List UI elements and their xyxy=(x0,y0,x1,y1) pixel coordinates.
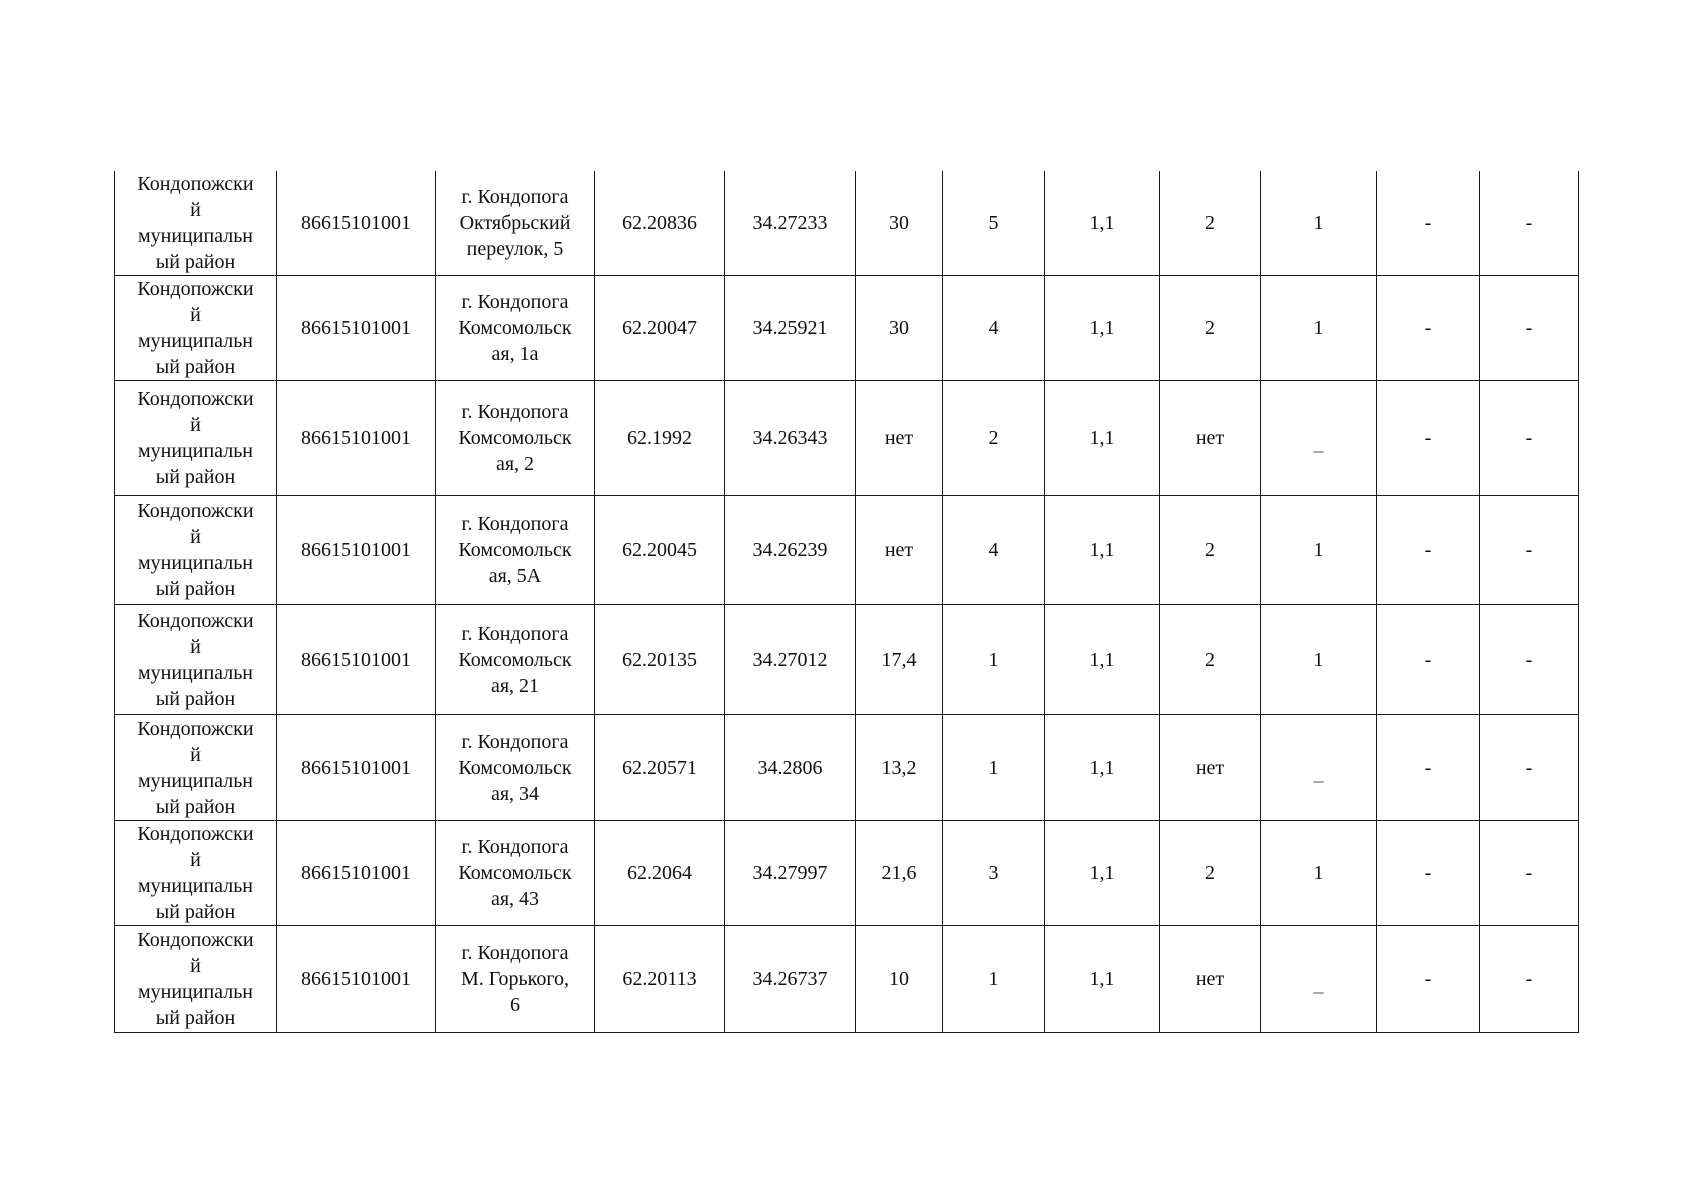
cell-col12-text: - xyxy=(1525,756,1533,779)
cell-col12 xyxy=(1480,171,1579,276)
cell-col7-text: 4 xyxy=(988,539,999,561)
table-row xyxy=(115,605,1579,715)
cell-col11 xyxy=(1377,496,1480,605)
cell-latitude xyxy=(595,381,725,496)
cell-col6 xyxy=(856,496,943,605)
cell-longitude xyxy=(725,821,856,926)
cell-col12-text: - xyxy=(1525,968,1533,990)
address-line: ая, 21 xyxy=(490,674,540,697)
district-line: й xyxy=(190,955,201,977)
district-line: й xyxy=(190,414,201,436)
cell-col6-text: 30 xyxy=(889,212,909,234)
cell-longitude-text: 34.26737 xyxy=(752,968,828,990)
cell-col12 xyxy=(1480,276,1579,381)
cell-latitude-text: 62.20045 xyxy=(622,539,697,561)
cell-latitude-text: 62.2064 xyxy=(627,862,692,884)
cell-address xyxy=(436,821,595,926)
cell-longitude-text: 34.25921 xyxy=(752,317,828,339)
address-line: Комсомольск xyxy=(458,317,572,339)
cell-latitude xyxy=(595,821,725,926)
district-line: Кондопожски xyxy=(137,388,254,410)
cell-col9 xyxy=(1160,926,1261,1033)
cell-district xyxy=(115,821,277,926)
cell-code xyxy=(277,715,436,821)
cell-col11 xyxy=(1377,605,1480,715)
address-line: 6 xyxy=(510,994,520,1016)
cell-col6 xyxy=(856,381,943,496)
address-line: Комсомольск xyxy=(458,539,572,561)
cell-district xyxy=(115,171,277,276)
cell-col11-text: - xyxy=(1424,756,1432,779)
cell-col11-text: - xyxy=(1424,212,1432,234)
address-line: ая, 1а xyxy=(491,343,539,365)
cell-col9 xyxy=(1160,715,1261,821)
cell-code-text: 86615101001 xyxy=(301,756,411,779)
cell-col7-text: 3 xyxy=(988,862,999,884)
cell-col11 xyxy=(1377,926,1480,1033)
district-line: Кондопожски xyxy=(137,929,254,951)
cell-latitude xyxy=(595,605,725,715)
cell-col11-text: - xyxy=(1424,427,1432,449)
district-line: ый район xyxy=(155,578,236,600)
cell-address xyxy=(436,715,595,821)
cell-col8-text: 1,1 xyxy=(1089,539,1115,561)
cell-address xyxy=(436,171,595,276)
table-row xyxy=(115,381,1579,496)
cell-col8 xyxy=(1045,171,1160,276)
cell-col9-text: 2 xyxy=(1205,317,1215,339)
cell-col11-text: - xyxy=(1424,539,1432,561)
district-line: ый район xyxy=(155,687,236,710)
cell-latitude xyxy=(595,926,725,1033)
cell-latitude-text: 62.20571 xyxy=(622,756,697,779)
cell-address xyxy=(436,605,595,715)
cell-col7-text: 5 xyxy=(988,212,999,234)
address-line: г. Кондопога xyxy=(461,513,569,535)
cell-col10 xyxy=(1261,381,1377,496)
cell-longitude-text: 34.27997 xyxy=(752,862,828,884)
cell-col12-text: - xyxy=(1525,317,1533,339)
cell-col12-text: - xyxy=(1525,862,1533,884)
cell-col11-text: - xyxy=(1424,317,1432,339)
district-line: й xyxy=(190,743,201,766)
district-line: ый район xyxy=(155,356,236,378)
cell-col12 xyxy=(1480,381,1579,496)
address-line: г. Кондопога xyxy=(461,836,569,858)
cell-col9-text: 2 xyxy=(1205,212,1215,234)
district-line: ый район xyxy=(155,466,236,488)
cell-col8-text: 1,1 xyxy=(1089,648,1115,671)
cell-col7 xyxy=(943,715,1045,821)
cell-longitude-text: 34.27012 xyxy=(752,648,828,671)
cell-code-text: 86615101001 xyxy=(301,539,411,561)
cell-longitude-text: 34.27233 xyxy=(752,212,828,234)
address-line: г. Кондопога xyxy=(461,291,569,313)
cell-col9 xyxy=(1160,821,1261,926)
district-line: Кондопожски xyxy=(137,823,254,845)
cell-longitude xyxy=(725,276,856,381)
district-line: ый район xyxy=(155,901,236,923)
table-row xyxy=(115,171,1579,276)
address-line: ая, 43 xyxy=(490,888,540,910)
district-line: Кондопожски xyxy=(137,717,254,740)
cell-col8-text: 1,1 xyxy=(1089,968,1115,990)
cell-col6-text: нет xyxy=(884,427,914,449)
address-line: Комсомольск xyxy=(458,648,572,671)
cell-col7 xyxy=(943,926,1045,1033)
cell-col8 xyxy=(1045,381,1160,496)
address-line: ая, 34 xyxy=(490,782,540,805)
address-line: Комсомольск xyxy=(458,427,572,449)
cell-code-text: 86615101001 xyxy=(301,968,411,990)
cell-col10-text: 1 xyxy=(1313,862,1324,884)
cell-code xyxy=(277,605,436,715)
table-row xyxy=(115,926,1579,1033)
cell-code xyxy=(277,926,436,1033)
cell-col7-text: 1 xyxy=(988,968,999,990)
cell-address xyxy=(436,276,595,381)
table-body xyxy=(115,171,1579,1033)
cell-col8-text: 1,1 xyxy=(1089,317,1115,339)
district-line: муниципальн xyxy=(137,552,254,574)
district-line: ый район xyxy=(155,1007,236,1029)
cell-col9 xyxy=(1160,276,1261,381)
cell-col11 xyxy=(1377,821,1480,926)
cell-col9 xyxy=(1160,171,1261,276)
district-line: Кондопожски xyxy=(137,609,254,632)
cell-col6-text: 17,4 xyxy=(881,648,917,671)
cell-col6-text: 10 xyxy=(889,968,909,990)
address-line: Комсомольск xyxy=(458,862,572,884)
cell-col9-text: нет xyxy=(1195,756,1225,779)
cell-col8 xyxy=(1045,715,1160,821)
cell-col10 xyxy=(1261,715,1377,821)
address-line: г. Кондопога xyxy=(461,622,569,645)
district-line: Кондопожски xyxy=(137,500,254,522)
cell-col9 xyxy=(1160,381,1261,496)
cell-latitude-text: 62.20135 xyxy=(622,648,697,671)
cell-col9 xyxy=(1160,496,1261,605)
cell-code-text: 86615101001 xyxy=(301,212,411,234)
cell-col10-text: 1 xyxy=(1313,648,1324,671)
cell-col7 xyxy=(943,276,1045,381)
cell-col9-text: нет xyxy=(1195,427,1225,449)
cell-district xyxy=(115,715,277,821)
cell-latitude xyxy=(595,496,725,605)
cell-district xyxy=(115,496,277,605)
address-line: М. Горького, xyxy=(460,968,570,990)
cell-col6 xyxy=(856,276,943,381)
address-line: Октябрьский xyxy=(459,212,571,234)
cell-col8 xyxy=(1045,605,1160,715)
address-line: г. Кондопога xyxy=(461,942,569,964)
table-row xyxy=(115,496,1579,605)
cell-longitude xyxy=(725,926,856,1033)
cell-latitude xyxy=(595,276,725,381)
cell-col6 xyxy=(856,821,943,926)
cell-col9-text: 2 xyxy=(1205,539,1215,561)
cell-col9-text: нет xyxy=(1195,968,1225,990)
district-line: й xyxy=(190,635,201,658)
cell-col7-text: 1 xyxy=(988,648,999,671)
cell-col6 xyxy=(856,715,943,821)
district-line: й xyxy=(190,526,201,548)
cell-col6-text: 13,2 xyxy=(881,756,917,779)
cell-col10 xyxy=(1261,926,1377,1033)
cell-col6 xyxy=(856,605,943,715)
cell-longitude xyxy=(725,171,856,276)
district-line: муниципальн xyxy=(137,330,254,352)
cell-col10-text: _ xyxy=(1313,433,1324,455)
cell-col10 xyxy=(1261,171,1377,276)
cell-col7 xyxy=(943,496,1045,605)
cell-col12 xyxy=(1480,605,1579,715)
cell-longitude-text: 34.26239 xyxy=(752,539,828,561)
cell-code-text: 86615101001 xyxy=(301,317,411,339)
cell-district xyxy=(115,381,277,496)
address-line: г. Кондопога xyxy=(461,401,569,423)
cell-col9-text: 2 xyxy=(1205,648,1215,671)
cell-code xyxy=(277,496,436,605)
cell-col6-text: 21,6 xyxy=(881,862,917,884)
cell-longitude-text: 34.26343 xyxy=(752,427,828,449)
cell-code-text: 86615101001 xyxy=(301,427,411,449)
cell-col9-text: 2 xyxy=(1205,862,1215,884)
cell-col10 xyxy=(1261,821,1377,926)
data-table xyxy=(114,171,1579,1033)
cell-col12 xyxy=(1480,496,1579,605)
cell-col8-text: 1,1 xyxy=(1089,862,1115,884)
table-row xyxy=(115,715,1579,821)
district-line: ый район xyxy=(155,795,236,818)
cell-col6-text: 30 xyxy=(889,317,909,339)
cell-latitude xyxy=(595,715,725,821)
cell-latitude-text: 62.1992 xyxy=(627,427,692,449)
cell-col12-text: - xyxy=(1525,539,1533,561)
cell-col10-text: 1 xyxy=(1313,539,1324,561)
cell-col8-text: 1,1 xyxy=(1089,212,1115,234)
cell-col12-text: - xyxy=(1525,212,1533,234)
address-line: ая, 2 xyxy=(495,453,535,475)
cell-address xyxy=(436,381,595,496)
cell-col6 xyxy=(856,171,943,276)
cell-col12 xyxy=(1480,821,1579,926)
district-line: й xyxy=(190,199,201,221)
cell-latitude-text: 62.20836 xyxy=(622,212,697,234)
district-line: муниципальн xyxy=(137,769,254,792)
cell-col7 xyxy=(943,821,1045,926)
cell-longitude xyxy=(725,605,856,715)
cell-col6 xyxy=(856,926,943,1033)
cell-col11 xyxy=(1377,715,1480,821)
cell-col12-text: - xyxy=(1525,427,1533,449)
cell-col8 xyxy=(1045,821,1160,926)
table-row xyxy=(115,276,1579,381)
district-line: муниципальн xyxy=(137,875,254,897)
cell-col6-text: нет xyxy=(884,539,914,561)
cell-col10-text: 1 xyxy=(1313,317,1324,339)
cell-longitude-text: 34.2806 xyxy=(757,756,823,779)
cell-col7 xyxy=(943,605,1045,715)
cell-col10 xyxy=(1261,276,1377,381)
cell-district xyxy=(115,276,277,381)
cell-code xyxy=(277,381,436,496)
cell-code xyxy=(277,276,436,381)
cell-col11 xyxy=(1377,171,1480,276)
cell-col10 xyxy=(1261,605,1377,715)
district-line: й xyxy=(190,849,201,871)
district-line: муниципальн xyxy=(137,440,254,462)
cell-code xyxy=(277,821,436,926)
cell-col12 xyxy=(1480,926,1579,1033)
cell-col7-text: 2 xyxy=(988,427,999,449)
cell-latitude-text: 62.20047 xyxy=(622,317,697,339)
cell-col7 xyxy=(943,381,1045,496)
cell-col12-text: - xyxy=(1525,648,1533,671)
cell-col8-text: 1,1 xyxy=(1089,756,1115,779)
cell-latitude-text: 62.20113 xyxy=(622,968,697,990)
address-line: ая, 5А xyxy=(488,565,542,587)
cell-col11-text: - xyxy=(1424,968,1432,990)
cell-longitude xyxy=(725,496,856,605)
district-line: муниципальн xyxy=(137,661,254,684)
address-line: г. Кондопога xyxy=(461,186,569,208)
cell-col10-text: _ xyxy=(1313,974,1324,996)
cell-col11-text: - xyxy=(1424,862,1432,884)
cell-latitude xyxy=(595,171,725,276)
cell-col11-text: - xyxy=(1424,648,1432,671)
cell-address xyxy=(436,926,595,1033)
address-line: переулок, 5 xyxy=(466,238,564,260)
address-line: г. Кондопога xyxy=(461,730,569,753)
cell-code xyxy=(277,171,436,276)
cell-col7-text: 1 xyxy=(988,756,999,779)
table-row xyxy=(115,821,1579,926)
cell-col8 xyxy=(1045,276,1160,381)
cell-col7-text: 4 xyxy=(988,317,999,339)
cell-code-text: 86615101001 xyxy=(301,862,411,884)
cell-district xyxy=(115,605,277,715)
district-line: муниципальн xyxy=(137,981,254,1003)
cell-col10 xyxy=(1261,496,1377,605)
cell-district xyxy=(115,926,277,1033)
cell-longitude xyxy=(725,381,856,496)
cell-longitude xyxy=(725,715,856,821)
cell-code-text: 86615101001 xyxy=(301,648,411,671)
cell-col11 xyxy=(1377,381,1480,496)
cell-col10-text: _ xyxy=(1313,762,1324,785)
district-line: Кондопожски xyxy=(137,278,254,300)
district-line: й xyxy=(190,304,201,326)
cell-col10-text: 1 xyxy=(1313,212,1324,234)
district-line: Кондопожски xyxy=(137,173,254,195)
address-line: Комсомольск xyxy=(458,756,572,779)
cell-col8 xyxy=(1045,496,1160,605)
cell-col7 xyxy=(943,171,1045,276)
cell-address xyxy=(436,496,595,605)
cell-col12 xyxy=(1480,715,1579,821)
cell-col8 xyxy=(1045,926,1160,1033)
district-line: ый район xyxy=(155,251,236,273)
cell-col8-text: 1,1 xyxy=(1089,427,1115,449)
cell-col11 xyxy=(1377,276,1480,381)
district-line: муниципальн xyxy=(137,225,254,247)
cell-col9 xyxy=(1160,605,1261,715)
